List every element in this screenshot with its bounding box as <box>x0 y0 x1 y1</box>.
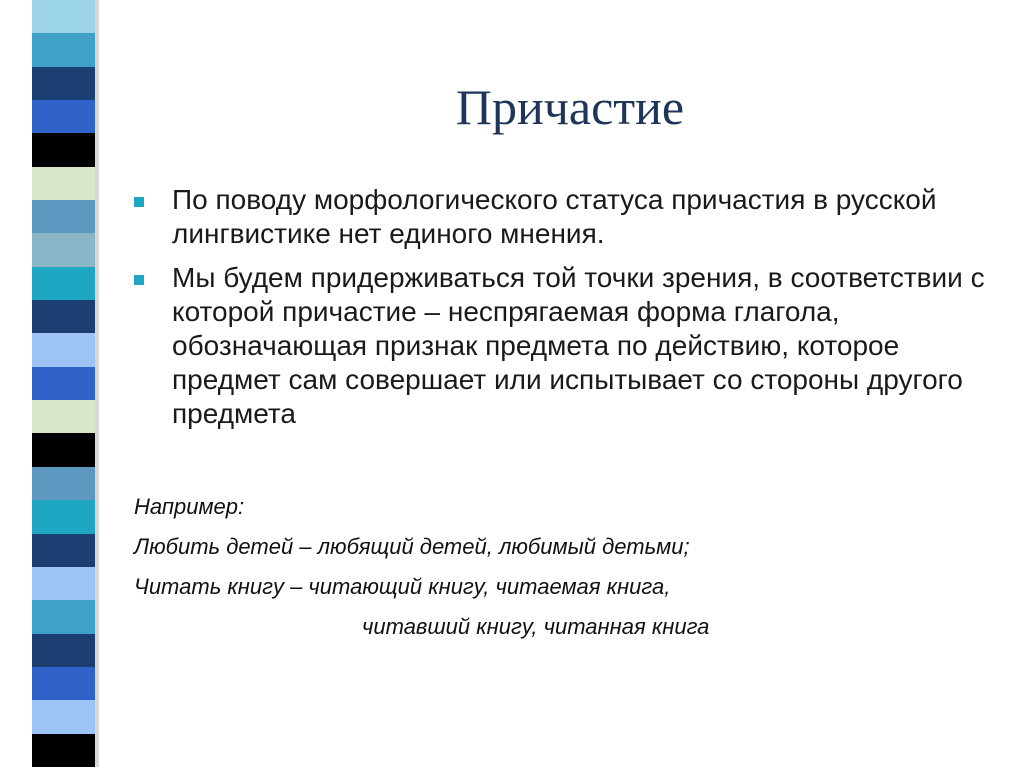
stripe-segment <box>32 233 95 266</box>
stripe-segment <box>32 0 95 33</box>
decorative-stripe-bar <box>32 0 95 767</box>
stripe-shadow <box>95 0 99 767</box>
example-line: Читать книгу – читающий книгу, читаемая книга, <box>134 574 671 599</box>
stripe-segment <box>32 567 95 600</box>
stripe-segment <box>32 734 95 767</box>
examples-heading: Например: <box>134 494 245 519</box>
slide-title: Причастие <box>455 79 685 135</box>
bullet-item <box>134 261 1004 431</box>
stripe-segment <box>32 333 95 366</box>
stripe-segment <box>32 33 95 66</box>
bullet-square-icon <box>134 197 144 207</box>
stripe-segment <box>32 700 95 733</box>
stripe-segment <box>32 500 95 533</box>
examples-block <box>134 487 1004 647</box>
stripe-segment <box>32 200 95 233</box>
bullet-list <box>134 183 1004 441</box>
stripe-segment <box>32 534 95 567</box>
stripe-segment <box>32 300 95 333</box>
stripe-segment <box>32 600 95 633</box>
stripe-segment <box>32 100 95 133</box>
stripe-segment <box>32 667 95 700</box>
bullet-text: Мы будем придерживаться той точки зрения, в соответствии с которой причастие – неспрягаемая форма глагола, обозначающая признак предмета по действию, которое предмет сам совершает или испытывает со стороны другого предмета <box>172 262 985 429</box>
stripe-segment <box>32 167 95 200</box>
stripe-segment <box>32 133 95 166</box>
stripe-segment <box>32 67 95 100</box>
stripe-segment <box>32 433 95 466</box>
example-line: Любить детей – любящий детей, любимый детьми; <box>134 534 690 559</box>
stripe-segment <box>32 634 95 667</box>
example-line: читавший книгу, читанная книга <box>362 614 710 639</box>
bullet-square-icon <box>134 275 144 285</box>
bullet-item <box>134 183 1004 251</box>
stripe-segment <box>32 467 95 500</box>
stripe-segment <box>32 367 95 400</box>
stripe-segment <box>32 267 95 300</box>
bullet-text: По поводу морфологического статуса причастия в русской лингвистике нет единого мнения. <box>172 184 937 249</box>
stripe-segment <box>32 400 95 433</box>
